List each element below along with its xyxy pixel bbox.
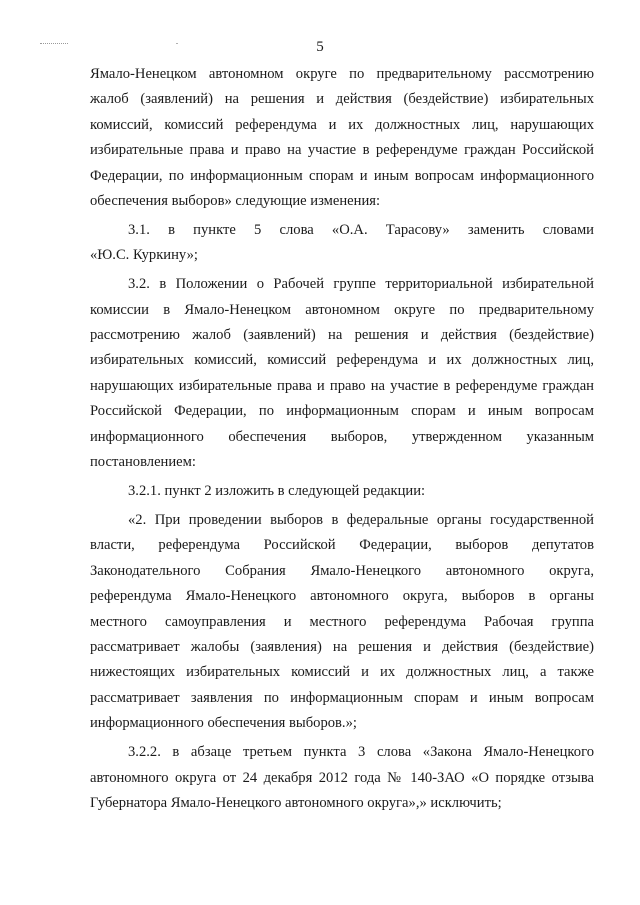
paragraph-continuation xyxy=(90,62,594,214)
text-line: Законодательного Собрания Ямало-Ненецкого автономного округа, xyxy=(90,562,594,579)
paragraph-quoted-item-2 xyxy=(90,508,594,737)
text-line: информационного обеспечения выборов.»; xyxy=(90,715,357,732)
text-line: избирательные права и право на участие в референдуме граждан Российской xyxy=(90,142,594,159)
text-line: нижестоящих избирательных комиссий и их должностных лиц, а также xyxy=(90,664,594,681)
text-line: информационного обеспечения выборов, утвержденном указанным xyxy=(90,428,594,445)
text-line: нарушающих избирательные права и право на участие в референдуме граждан xyxy=(90,377,594,394)
text-line: жалоб (заявлений) на решения и действия (бездействие) избирательных xyxy=(90,91,594,108)
text-line: постановлением: xyxy=(90,454,196,471)
text-line: Ямало-Ненецком автономном округе по предварительному рассмотрению xyxy=(90,66,594,82)
text-line: избирательных комиссий, комиссий референдума и их должностных лиц, xyxy=(90,352,594,369)
paragraph-item-3-1 xyxy=(90,218,594,269)
text-line: Федерации, по информационным спорам и иным вопросам информационного xyxy=(90,167,594,184)
document-body xyxy=(90,62,594,816)
text-line: местного самоуправления и местного референдума Рабочая группа xyxy=(90,613,594,630)
text-line: Российской Федерации, по информационным спорам и иным вопросам xyxy=(90,403,594,420)
text-line: Губернатора Ямало-Ненецкого автономного округа»,» исключить; xyxy=(90,794,502,811)
text-line: «2. При проведении выборов в федеральные органы государственной xyxy=(128,512,594,529)
page-number: 5 xyxy=(316,39,324,55)
paragraph-item-3-2 xyxy=(90,272,594,475)
text-line: 3.1. в пункте 5 слова «О.А. Тарасову» заменить словами xyxy=(128,221,594,238)
text-line: власти, референдума Российской Федерации, выборов депутатов xyxy=(90,537,594,554)
text-line: автономного округа от 24 декабря 2012 года № 140-ЗАО «О порядке отзыва xyxy=(90,769,594,786)
paragraph-item-3-2-2 xyxy=(90,740,594,816)
text-line: 3.2.1. пункт 2 изложить в следующей редакции: xyxy=(128,483,426,500)
text-line: «Ю.С. Куркину»; xyxy=(90,247,198,264)
text-line: комиссий, комиссий референдума и их должностных лиц, нарушающих xyxy=(90,116,594,133)
text-line: обеспечения выборов» следующие изменения: xyxy=(90,192,381,209)
text-line: рассматривает заявления по информационным спорам и иным вопросам xyxy=(90,689,594,706)
text-line: рассматривает жалобы (заявления) на решения и действия (бездействие) xyxy=(90,638,594,655)
text-line: 3.2.2. в абзаце третьем пункта 3 слова «Закона Ямало-Ненецкого xyxy=(128,744,594,761)
text-line: рассмотрению жалоб (заявлений) на решения и действия (бездействие) xyxy=(90,327,594,344)
paragraph-item-3-2-1 xyxy=(90,479,594,504)
text-line: референдума Ямало-Ненецкого автономного округа, выборов в органы xyxy=(90,588,594,605)
text-line: 3.2. в Положении о Рабочей группе территориальной избирательной xyxy=(128,276,594,293)
text-line: комиссии в Ямало-Ненецком автономном округе по предварительному xyxy=(90,301,594,318)
